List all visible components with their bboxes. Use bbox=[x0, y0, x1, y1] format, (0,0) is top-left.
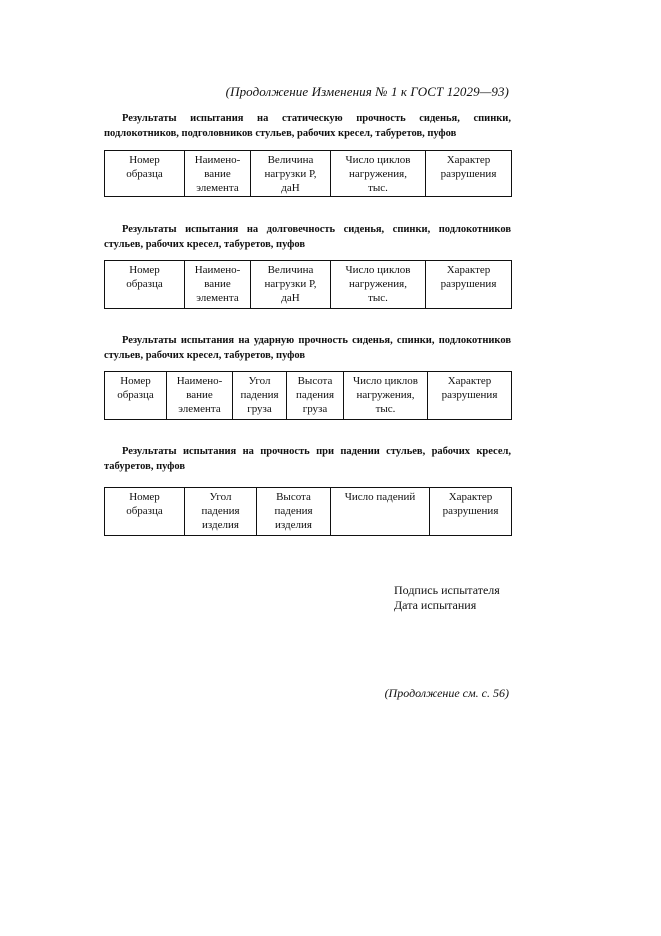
column-drop-angle: Угол падения груза bbox=[233, 372, 287, 420]
column-failure-character: Характер разрушения bbox=[426, 151, 512, 197]
column-load-value: Величина нагрузки Р, даН bbox=[251, 151, 331, 197]
continuation-header: (Продолжение Изменения № 1 к ГОСТ 12029—93) bbox=[225, 84, 509, 99]
section-title-impact-strength: Результаты испытания на ударную прочность сиденья, спинки, подлокотников стульев, рабочих кресел, табуретов, пуфов bbox=[104, 335, 511, 361]
column-drop-count: Число падений bbox=[331, 488, 430, 536]
column-load-cycles: Число циклов нагружения, тыс. bbox=[344, 372, 428, 420]
column-drop-height: Высота падения груза bbox=[287, 372, 344, 420]
column-element-name: Наимено- вание элемента bbox=[167, 372, 233, 420]
column-load-cycles: Число циклов нагружения, тыс. bbox=[331, 151, 426, 197]
column-load-value: Величина нагрузки Р, даН bbox=[251, 261, 331, 309]
tester-signature-label: Подпись испытателя bbox=[394, 583, 500, 597]
section-title-durability: Результаты испытания на долговечность сиденья, спинки, подлокотников стульев, рабочих кресел, табуретов, пуфов bbox=[104, 224, 511, 250]
column-load-cycles: Число циклов нагружения, тыс. bbox=[331, 261, 426, 309]
test-date-label: Дата испытания bbox=[394, 598, 477, 612]
column-element-name: Наимено- вание элемента bbox=[185, 261, 251, 309]
column-sample-number: Номер образца bbox=[105, 151, 185, 197]
continuation-footer: (Продолжение см. с. 56) bbox=[384, 686, 509, 700]
column-sample-number: Номер образца bbox=[105, 488, 185, 536]
table-static-strength bbox=[104, 150, 512, 197]
column-sample-number: Номер образца bbox=[105, 261, 185, 309]
column-failure-character: Характер разрушения bbox=[428, 372, 512, 420]
column-failure-character: Характер разрушения bbox=[426, 261, 512, 309]
table-impact-strength bbox=[104, 371, 512, 420]
section-title-static-strength: Результаты испытания на статическую прочность сиденья, спинки, подлокотников, подголовников стульев, рабочих кресел, табуретов, пуфов bbox=[104, 113, 511, 139]
column-sample-number: Номер образца bbox=[105, 372, 167, 420]
column-drop-height: Высота падения изделия bbox=[257, 488, 331, 536]
column-element-name: Наимено- вание элемента bbox=[185, 151, 251, 197]
table-durability bbox=[104, 260, 512, 309]
section-title-drop-strength: Результаты испытания на прочность при падении стульев, рабочих кресел, табуретов, пуфов bbox=[104, 446, 511, 472]
table-drop-strength bbox=[104, 487, 512, 536]
column-failure-character: Характер разрушения bbox=[430, 488, 512, 536]
column-drop-angle: Угол падения изделия bbox=[185, 488, 257, 536]
